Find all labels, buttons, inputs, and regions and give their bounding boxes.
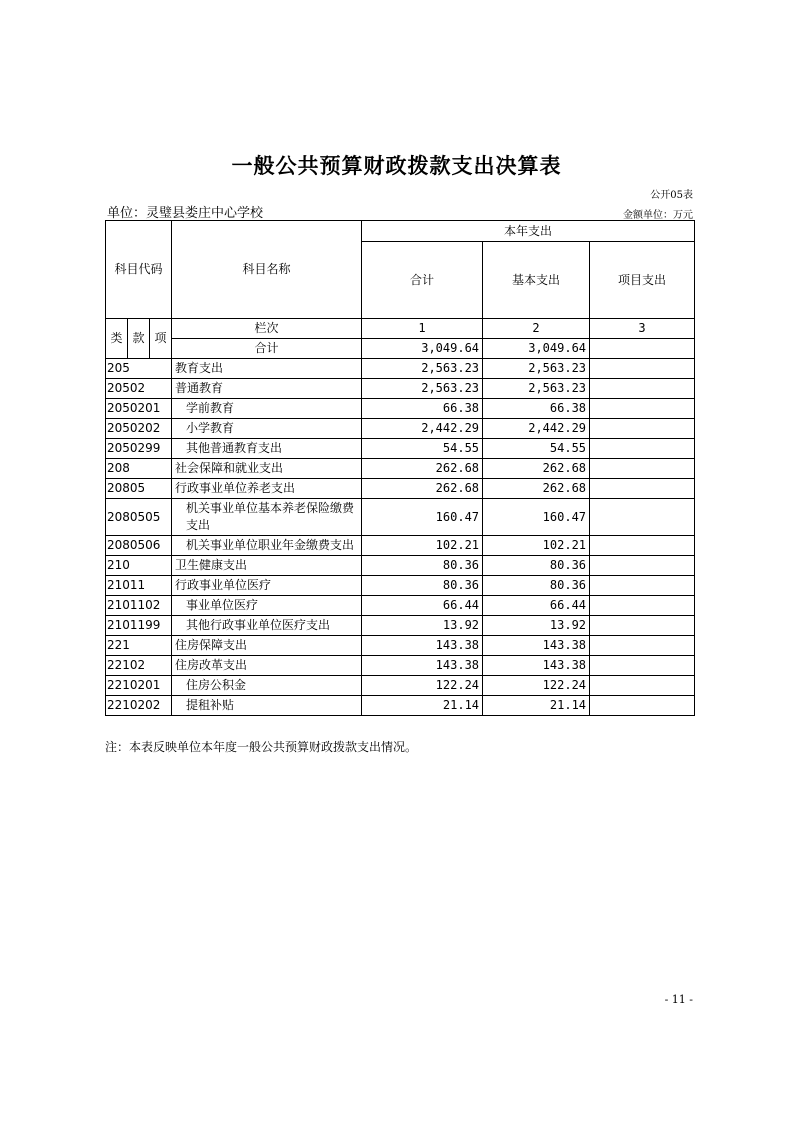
table-row xyxy=(106,696,695,716)
header-current-year: 本年支出 xyxy=(362,221,695,242)
row-name: 行政事业单位养老支出 xyxy=(172,479,362,499)
header-kuan: 款 xyxy=(128,319,150,359)
row-basic: 21.14 xyxy=(483,696,590,716)
col-index-2: 2 xyxy=(483,319,590,339)
row-basic: 2,442.29 xyxy=(483,419,590,439)
row-project xyxy=(590,676,695,696)
row-code: 20502 xyxy=(106,379,172,399)
row-name: 提租补贴 xyxy=(172,696,362,716)
row-basic: 66.38 xyxy=(483,399,590,419)
row-project xyxy=(590,479,695,499)
table-row xyxy=(106,676,695,696)
expenditure-table xyxy=(105,220,695,716)
header-xiang: 项 xyxy=(150,319,172,359)
row-code: 2101199 xyxy=(106,616,172,636)
row-name: 其他行政事业单位医疗支出 xyxy=(172,616,362,636)
row-project xyxy=(590,596,695,616)
page-title: 一般公共预算财政拨款支出决算表 xyxy=(231,154,562,178)
row-code: 2080505 xyxy=(106,499,172,536)
row-basic: 262.68 xyxy=(483,459,590,479)
row-total: 80.36 xyxy=(362,556,483,576)
row-code: 22102 xyxy=(106,656,172,676)
header-name: 科目名称 xyxy=(172,221,362,319)
header-lanci: 栏次 xyxy=(172,319,362,339)
row-basic: 143.38 xyxy=(483,636,590,656)
row-name: 社会保障和就业支出 xyxy=(172,459,362,479)
row-total: 2,442.29 xyxy=(362,419,483,439)
row-total: 122.24 xyxy=(362,676,483,696)
row-code: 208 xyxy=(106,459,172,479)
row-total: 2,563.23 xyxy=(362,359,483,379)
row-basic: 160.47 xyxy=(483,499,590,536)
row-total: 21.14 xyxy=(362,696,483,716)
row-code: 2050201 xyxy=(106,399,172,419)
row-total: 262.68 xyxy=(362,459,483,479)
table-row xyxy=(106,596,695,616)
header-basic: 基本支出 xyxy=(483,242,590,319)
row-project xyxy=(590,439,695,459)
row-total: 2,563.23 xyxy=(362,379,483,399)
row-code: 221 xyxy=(106,636,172,656)
table-row xyxy=(106,359,695,379)
col-index-3: 3 xyxy=(590,319,695,339)
row-name: 行政事业单位医疗 xyxy=(172,576,362,596)
table-row xyxy=(106,419,695,439)
row-project xyxy=(590,556,695,576)
row-total: 66.38 xyxy=(362,399,483,419)
row-basic: 102.21 xyxy=(483,536,590,556)
header-code: 科目代码 xyxy=(106,221,172,319)
row-total: 102.21 xyxy=(362,536,483,556)
row-name: 机关事业单位基本养老保险缴费支出 xyxy=(172,499,362,536)
table-row xyxy=(106,616,695,636)
total-value: 3,049.64 xyxy=(362,339,483,359)
form-number: 公开05表 xyxy=(650,190,693,201)
row-code: 210 xyxy=(106,556,172,576)
money-unit-label: 金额单位：万元 xyxy=(623,210,693,221)
row-project xyxy=(590,379,695,399)
row-total: 143.38 xyxy=(362,656,483,676)
row-basic: 80.36 xyxy=(483,576,590,596)
row-code: 21011 xyxy=(106,576,172,596)
row-basic: 2,563.23 xyxy=(483,379,590,399)
row-basic: 2,563.23 xyxy=(483,359,590,379)
row-basic: 54.55 xyxy=(483,439,590,459)
row-project xyxy=(590,459,695,479)
table-row xyxy=(106,399,695,419)
page-number: - 11 - xyxy=(664,993,693,1006)
row-project xyxy=(590,399,695,419)
row-name: 住房保障支出 xyxy=(172,636,362,656)
row-project xyxy=(590,536,695,556)
table-row xyxy=(106,636,695,656)
table-row xyxy=(106,499,695,536)
row-name: 住房改革支出 xyxy=(172,656,362,676)
table-row xyxy=(106,379,695,399)
table-row xyxy=(106,656,695,676)
row-name: 教育支出 xyxy=(172,359,362,379)
row-code: 2050202 xyxy=(106,419,172,439)
row-name: 机关事业单位职业年金缴费支出 xyxy=(172,536,362,556)
row-name: 小学教育 xyxy=(172,419,362,439)
total-label: 合计 xyxy=(172,339,362,359)
row-name: 住房公积金 xyxy=(172,676,362,696)
row-project xyxy=(590,576,695,596)
header-project: 项目支出 xyxy=(590,242,695,319)
row-basic: 80.36 xyxy=(483,556,590,576)
row-total: 160.47 xyxy=(362,499,483,536)
table-row xyxy=(106,439,695,459)
row-total: 80.36 xyxy=(362,576,483,596)
row-code: 205 xyxy=(106,359,172,379)
row-name: 学前教育 xyxy=(172,399,362,419)
row-code: 2210201 xyxy=(106,676,172,696)
total-row xyxy=(106,339,695,359)
row-name: 其他普通教育支出 xyxy=(172,439,362,459)
row-code: 2210202 xyxy=(106,696,172,716)
row-total: 54.55 xyxy=(362,439,483,459)
row-name: 卫生健康支出 xyxy=(172,556,362,576)
row-total: 66.44 xyxy=(362,596,483,616)
row-code: 2101102 xyxy=(106,596,172,616)
table-row xyxy=(106,576,695,596)
row-project xyxy=(590,359,695,379)
table-row xyxy=(106,536,695,556)
table-row xyxy=(106,459,695,479)
row-basic: 122.24 xyxy=(483,676,590,696)
row-project xyxy=(590,616,695,636)
table-row xyxy=(106,479,695,499)
row-basic: 13.92 xyxy=(483,616,590,636)
total-project xyxy=(590,339,695,359)
row-project xyxy=(590,696,695,716)
row-name: 普通教育 xyxy=(172,379,362,399)
row-basic: 143.38 xyxy=(483,656,590,676)
row-project xyxy=(590,636,695,656)
row-project xyxy=(590,656,695,676)
row-code: 2050299 xyxy=(106,439,172,459)
header-total: 合计 xyxy=(362,242,483,319)
row-project xyxy=(590,419,695,439)
row-code: 20805 xyxy=(106,479,172,499)
header-lei: 类 xyxy=(106,319,128,359)
total-basic: 3,049.64 xyxy=(483,339,590,359)
row-total: 262.68 xyxy=(362,479,483,499)
row-total: 143.38 xyxy=(362,636,483,656)
row-project xyxy=(590,499,695,536)
row-total: 13.92 xyxy=(362,616,483,636)
row-basic: 262.68 xyxy=(483,479,590,499)
row-name: 事业单位医疗 xyxy=(172,596,362,616)
row-basic: 66.44 xyxy=(483,596,590,616)
table-note: 注：本表反映单位本年度一般公共预算财政拨款支出情况。 xyxy=(105,740,418,754)
col-index-1: 1 xyxy=(362,319,483,339)
unit-label: 单位：灵璧县娄庄中心学校 xyxy=(107,206,264,221)
row-code: 2080506 xyxy=(106,536,172,556)
table-row xyxy=(106,556,695,576)
